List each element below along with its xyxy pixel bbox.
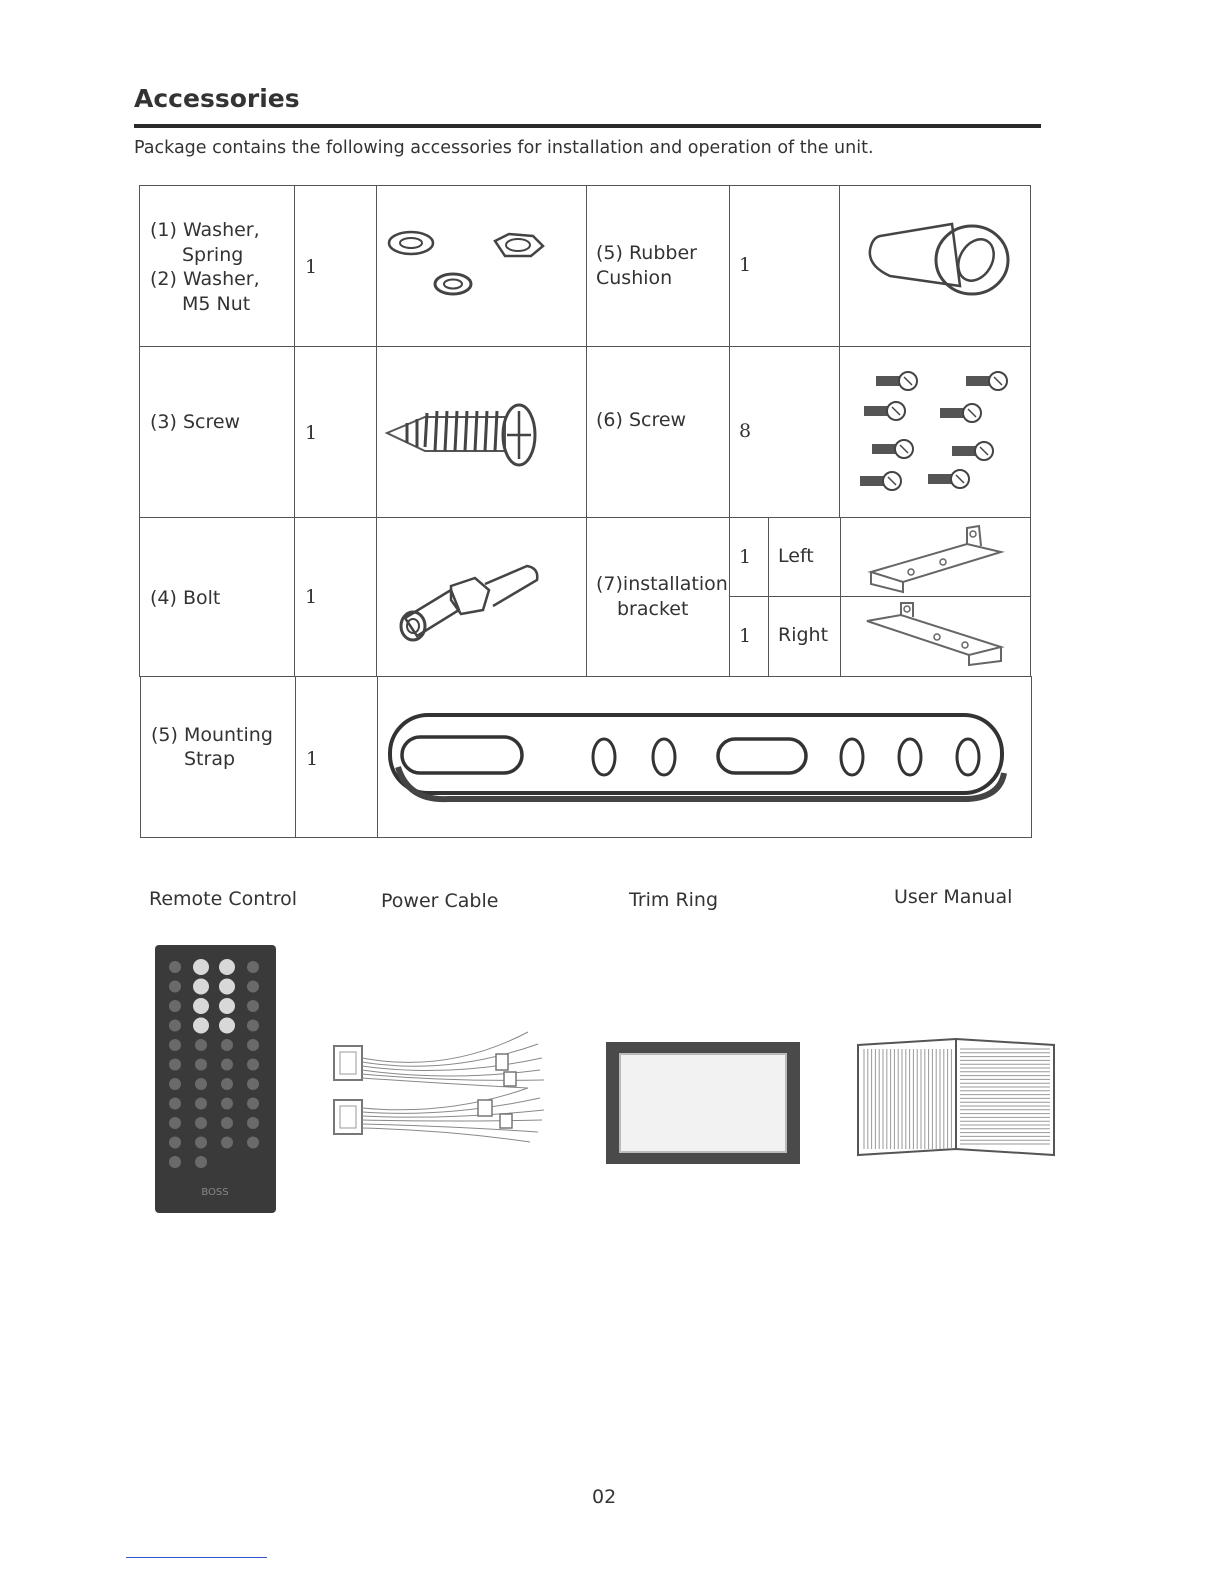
user-manual-caption: User Manual: [894, 886, 1013, 908]
item-rubber-cushion-label: (5) Rubber: [596, 242, 697, 264]
remote-button-icon: [221, 1039, 233, 1051]
remote-button-icon: [193, 998, 209, 1014]
qty-washers: 1: [305, 256, 318, 278]
remote-button-icon: [221, 1117, 233, 1129]
intro-text: Package contains the following accessories for installation and operation of the unit.: [134, 138, 874, 158]
remote-button-icon: [169, 1117, 181, 1129]
row2-left-label-cell: [139, 346, 295, 518]
row1-left-image-cell: [376, 185, 587, 347]
remote-button-icon: [195, 1059, 207, 1071]
left-bracket-icon: [841, 518, 1032, 598]
remote-button-icon: [193, 1018, 209, 1034]
footer-link-rule[interactable]: [126, 1557, 267, 1558]
remote-button-icon: [247, 1000, 259, 1012]
remote-button-icon: [247, 1078, 259, 1090]
row2-left-qty-cell: [294, 346, 377, 518]
remote-button-icon: [193, 959, 209, 975]
remote-button-icon: [247, 1039, 259, 1051]
item-mounting-strap-label-cont: Strap: [184, 748, 236, 770]
item-washer-nut-label-cont: M5 Nut: [182, 293, 251, 315]
bolt-icon: [377, 518, 588, 678]
remote-button-icon: [219, 959, 235, 975]
remote-button-icon: [169, 1156, 181, 1168]
item-bracket-label: (7)installation: [596, 573, 728, 595]
remote-button-icon: [195, 1039, 207, 1051]
right-bracket-icon: [841, 597, 1032, 678]
row1-left-label-cell: [139, 185, 295, 347]
remote-button-icon: [169, 1020, 181, 1032]
row3-right-side-cell: [768, 596, 841, 677]
bracket-side-right: Right: [778, 624, 829, 646]
remote-button-icon: [247, 1117, 259, 1129]
item-washer-nut-label: (2) Washer,: [150, 268, 260, 290]
row3-bracket-label-cell: [586, 517, 730, 677]
remote-button-icon: [169, 1137, 181, 1149]
qty-right-bracket: 1: [739, 625, 752, 647]
item-washer-spring-label: (1) Washer,: [150, 219, 260, 241]
remote-button-icon: [247, 1137, 259, 1149]
remote-button-icon: [169, 1059, 181, 1071]
remote-button-icon: [247, 981, 259, 993]
row3-left-label-cell: [139, 517, 295, 677]
page-title: Accessories: [134, 84, 300, 113]
rubber-cushion-icon: [840, 186, 1032, 348]
remote-button-icon: [193, 979, 209, 995]
remote-button-icon: [221, 1098, 233, 1110]
remote-button-icon: [169, 1078, 181, 1090]
qty-bolt: 1: [305, 586, 318, 608]
remote-button-icon: [195, 1117, 207, 1129]
remote-button-icon: [195, 1078, 207, 1090]
remote-control-caption: Remote Control: [149, 888, 298, 910]
remote-button-icon: [219, 998, 235, 1014]
qty-mounting-strap: 1: [306, 748, 319, 770]
remote-button-icon: [195, 1137, 207, 1149]
qty-screw6: 8: [739, 420, 752, 442]
remote-control-icon: [155, 945, 276, 1213]
row3-left-bracket-qty-cell: [729, 517, 769, 597]
trim-ring-caption: Trim Ring: [629, 889, 719, 911]
item-bracket-label-cont: bracket: [617, 598, 689, 620]
item-washer-spring-label-cont: Spring: [182, 244, 244, 266]
remote-button-icon: [219, 1018, 235, 1034]
row2-right-label-cell: [586, 346, 730, 518]
remote-brand-mark: BOSS: [201, 1187, 229, 1198]
remote-button-icon: [247, 1098, 259, 1110]
row4-qty-cell: [295, 676, 378, 838]
row1-right-label-cell: [586, 185, 730, 347]
remote-button-icon: [195, 1098, 207, 1110]
remote-button-icon: [195, 1156, 207, 1168]
remote-button-icon: [247, 1059, 259, 1071]
qty-left-bracket: 1: [739, 546, 752, 568]
screw-icon: [377, 347, 588, 519]
row3-left-side-cell: [768, 517, 841, 597]
item-screw-label: (3) Screw: [150, 411, 241, 433]
page-number: 02: [592, 1486, 617, 1508]
screws-set-icon: [840, 347, 1032, 519]
remote-button-icon: [169, 961, 181, 973]
remote-button-icon: [247, 961, 259, 973]
user-manual-icon: [856, 1037, 1056, 1157]
row2-right-qty-cell: [729, 346, 840, 518]
row3-left-image-cell: [376, 517, 587, 677]
qty-rubber-cushion: 1: [739, 254, 752, 276]
remote-button-icon: [219, 979, 235, 995]
remote-button-icon: [169, 1000, 181, 1012]
row1-right-image-cell: [839, 185, 1031, 347]
row4-label-cell: [140, 676, 296, 838]
item-bolt-label: (4) Bolt: [150, 587, 221, 609]
row1-left-qty-cell: [294, 185, 377, 347]
row3-right-bracket-qty-cell: [729, 596, 769, 677]
row3-right-bracket-image-cell: [840, 596, 1031, 677]
power-cable-icon: [328, 1022, 548, 1152]
row3-left-qty-cell: [294, 517, 377, 677]
remote-button-icon: [169, 1039, 181, 1051]
row3-left-bracket-image-cell: [840, 517, 1031, 597]
row1-right-qty-cell: [729, 185, 840, 347]
qty-screw: 1: [305, 422, 318, 444]
remote-button-icon: [247, 1020, 259, 1032]
item-screw6-label: (6) Screw: [596, 409, 687, 431]
row4-image-cell: [377, 676, 1032, 838]
remote-button-icon: [221, 1078, 233, 1090]
power-cable-caption: Power Cable: [381, 890, 499, 912]
remote-button-icon: [221, 1059, 233, 1071]
row2-right-image-cell: [839, 346, 1031, 518]
washers-nut-icon: [377, 186, 588, 348]
item-mounting-strap-label: (5) Mounting: [151, 724, 273, 746]
remote-button-icon: [221, 1137, 233, 1149]
trim-ring-icon: [606, 1042, 800, 1164]
remote-button-icon: [169, 1098, 181, 1110]
bracket-side-left: Left: [778, 545, 814, 567]
item-rubber-cushion-label-cont: Cushion: [596, 267, 673, 289]
remote-button-icon: [169, 981, 181, 993]
row2-left-image-cell: [376, 346, 587, 518]
mounting-strap-icon: [378, 677, 1033, 839]
title-rule: [134, 124, 1041, 128]
